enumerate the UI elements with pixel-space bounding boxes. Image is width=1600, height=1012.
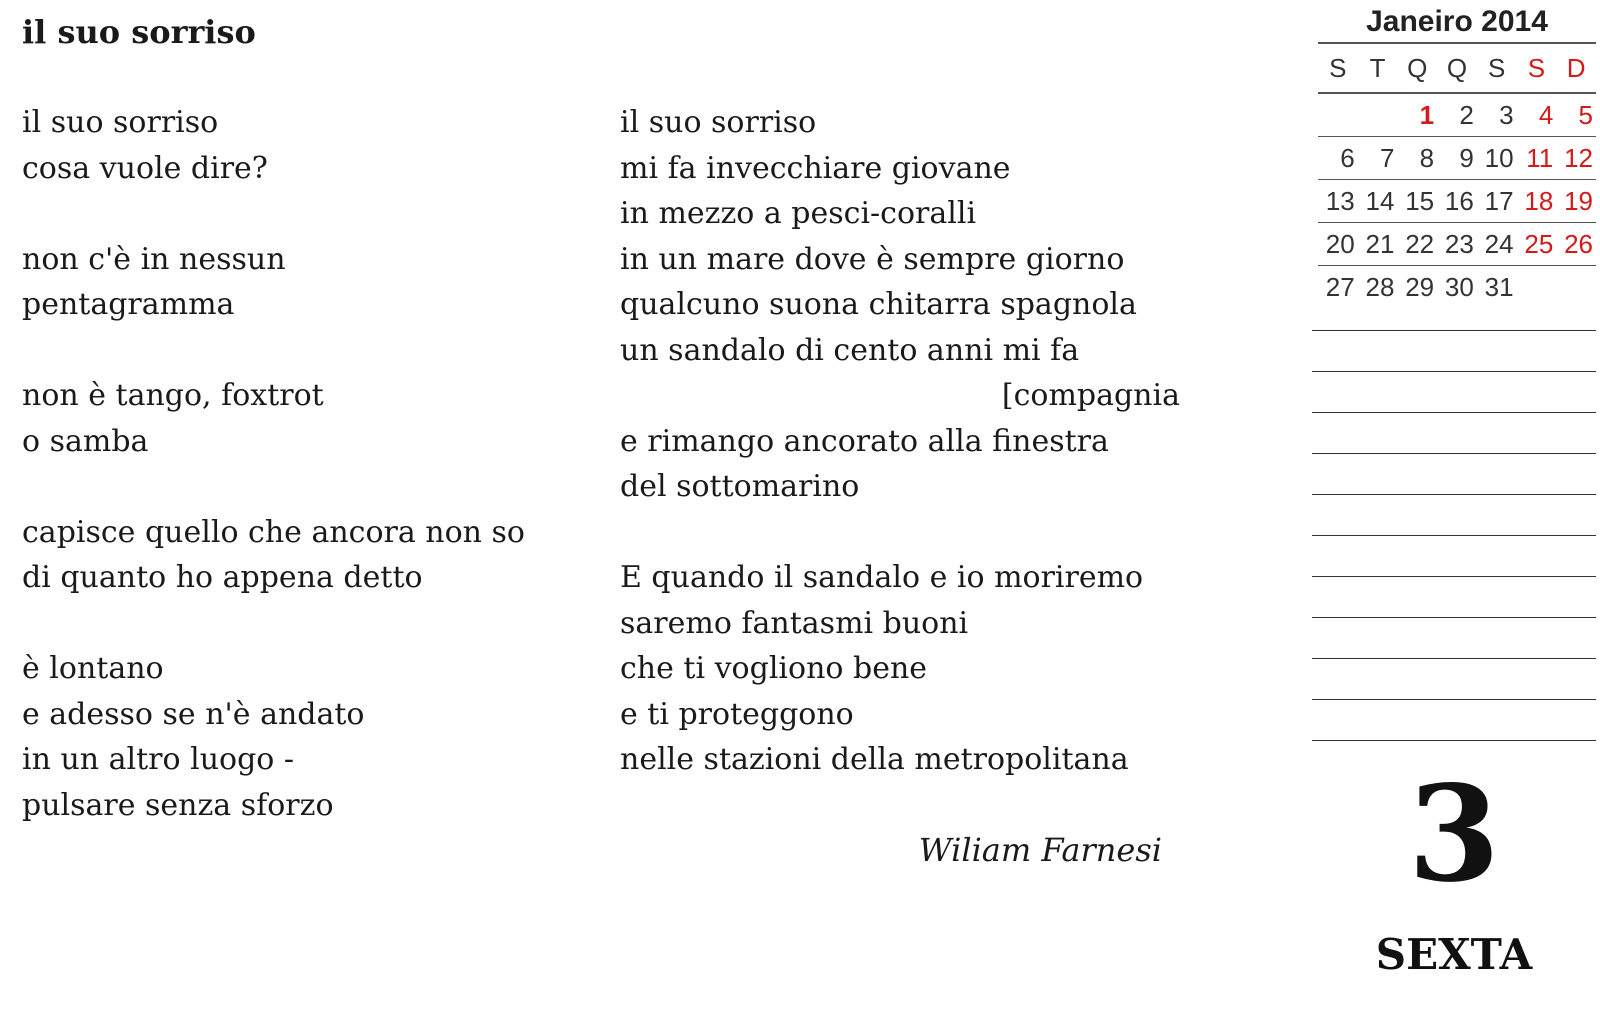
weekday-label: S: [1488, 52, 1506, 83]
calendar-day: 26: [1564, 228, 1593, 259]
note-line: [1312, 453, 1596, 494]
calendar-month-title: Janeiro 2014: [1318, 0, 1596, 44]
poem-line: è lontano: [22, 651, 164, 686]
calendar-week-row: [1318, 137, 1596, 180]
calendar-day: 2: [1459, 99, 1474, 130]
calendar-day: 19: [1564, 185, 1593, 216]
calendar-day: 3: [1499, 99, 1514, 130]
calendar-day: 17: [1484, 185, 1514, 216]
poem-line: in un mare dove è sempre giorno: [620, 241, 1125, 277]
calendar-day: 23: [1444, 228, 1474, 259]
poem-author: Wiliam Farnesi: [918, 831, 1162, 869]
weekday-label: S: [1527, 52, 1546, 83]
poem-line: capisce quello che ancora non so: [22, 514, 525, 550]
calendar-day: 7: [1379, 142, 1395, 173]
calendar-day: 21: [1365, 228, 1395, 259]
poem-line: che ti vogliono bene: [620, 651, 928, 686]
calendar-day: 27: [1325, 271, 1355, 302]
calendar-day: 25: [1524, 228, 1554, 259]
note-line: [1312, 576, 1596, 617]
poem-line: E quando il sandalo e io moriremo: [620, 560, 1144, 595]
stanza-break: [22, 601, 582, 647]
calendar-day: 13: [1325, 185, 1355, 216]
poem-line: un sandalo di cento anni mi fa: [620, 332, 1080, 368]
poem-line: in mezzo a pesci-coralli: [620, 196, 977, 231]
stanza-break: [22, 328, 582, 374]
stanza-break: [22, 191, 582, 237]
poem-line: pentagramma: [22, 287, 235, 322]
poem-line: in un altro luogo -: [22, 742, 295, 777]
calendar-day: 18: [1524, 185, 1554, 216]
poem-line: [compagnia: [1001, 378, 1180, 413]
calendar-day: 30: [1444, 271, 1474, 302]
weekday-label: T: [1369, 52, 1386, 83]
poem-line: qualcuno suona chitarra spagnola: [620, 287, 1137, 322]
calendar-day: 12: [1564, 142, 1593, 173]
note-line: [1312, 658, 1596, 699]
weekday-label: S: [1329, 52, 1347, 83]
note-line: [1312, 699, 1596, 740]
calendar-day: 10: [1484, 142, 1514, 173]
poem-line: e adesso se n'è andato: [22, 696, 365, 732]
poem-line: e ti proteggono: [620, 696, 854, 732]
note-line: [1312, 535, 1596, 576]
stanza-break: [22, 464, 582, 510]
note-line: [1312, 330, 1596, 371]
poem-line: o samba: [22, 423, 149, 459]
calendar-week-row: [1318, 266, 1596, 308]
poem-right-column: [620, 100, 1180, 783]
day-name: SEXTA: [1375, 930, 1533, 979]
poem-line: non c'è in nessun: [22, 241, 286, 277]
poem-title: il suo sorriso: [22, 13, 256, 51]
calendar-week-row: [1318, 223, 1596, 266]
calendar-day: 22: [1405, 228, 1435, 259]
weekday-label: Q: [1446, 52, 1468, 83]
calendar-day: 24: [1484, 228, 1514, 259]
poem-line: mi fa invecchiare giovane: [620, 150, 1011, 186]
note-line: [1312, 371, 1596, 412]
calendar-day: 28: [1365, 271, 1395, 302]
calendar-day: 1: [1419, 99, 1435, 130]
poem-line: nelle stazioni della metropolitana: [620, 742, 1129, 777]
poem-line: pulsare senza sforzo: [22, 787, 334, 823]
note-line: [1312, 617, 1596, 658]
weekday-label: D: [1566, 52, 1586, 83]
calendar-day: 6: [1340, 142, 1355, 173]
calendar-day: 4: [1538, 99, 1554, 130]
poem-line: di quanto ho appena detto: [22, 560, 423, 595]
calendar-day: 9: [1459, 142, 1474, 173]
month-calendar: [1318, 0, 1596, 308]
poem-line: il suo sorriso: [620, 105, 817, 140]
calendar-weekday-header: [1318, 44, 1596, 94]
weekday-label: Q: [1407, 52, 1428, 83]
poem-line: non è tango, foxtrot: [22, 378, 324, 413]
calendar-day: 5: [1578, 99, 1593, 130]
day-number: 3: [1408, 757, 1500, 912]
calendar-day: 14: [1365, 185, 1395, 216]
calendar-week-row: [1318, 180, 1596, 223]
stanza-break: [620, 510, 1180, 556]
poem-line: del sottomarino: [620, 469, 860, 504]
calendar-day: 8: [1419, 142, 1435, 173]
note-line: [1312, 494, 1596, 535]
notes-area: [1312, 330, 1596, 781]
calendar-week-row: [1318, 94, 1596, 137]
poem-left-column: [22, 100, 582, 828]
calendar-day: 11: [1526, 142, 1554, 173]
poem-line: cosa vuole dire?: [22, 150, 268, 186]
calendar-day: 31: [1484, 271, 1514, 302]
calendar-day: 20: [1325, 228, 1355, 259]
calendar-day: 16: [1444, 185, 1474, 216]
calendar-grid: [1318, 94, 1596, 308]
note-line: [1312, 412, 1596, 453]
poem-line: saremo fantasmi buoni: [620, 605, 969, 641]
calendar-day: 29: [1405, 271, 1435, 302]
poem-line: e rimango ancorato alla finestra: [620, 423, 1109, 459]
calendar-day: 15: [1405, 185, 1435, 216]
poem-line: il suo sorriso: [22, 105, 219, 140]
